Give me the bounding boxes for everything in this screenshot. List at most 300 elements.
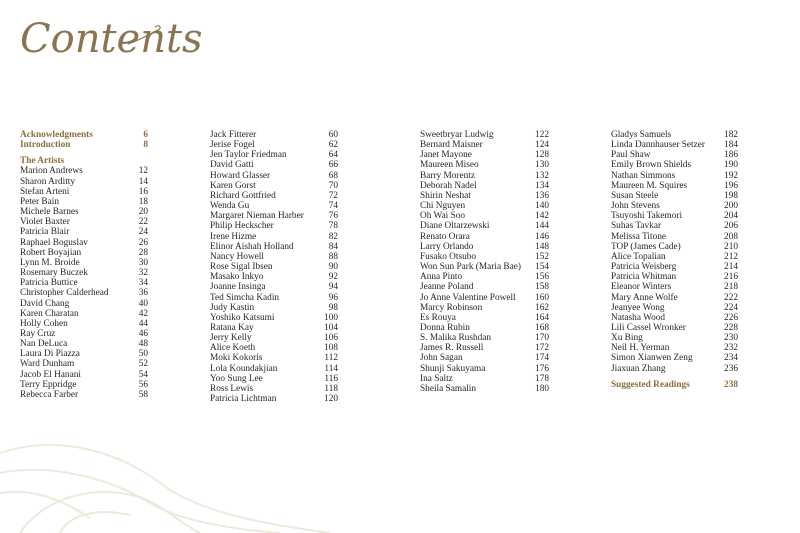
toc-entry[interactable] — [611, 272, 738, 282]
entry-page: 6 — [143, 130, 148, 140]
entry-name: Lili Cassel Wronker — [611, 322, 686, 333]
entry-page: 216 — [724, 272, 738, 283]
entry-page: 78 — [328, 221, 338, 232]
entry-name: Robert Boyajian — [20, 247, 82, 258]
entry-page: 106 — [324, 333, 338, 344]
toc-entry[interactable] — [420, 130, 549, 140]
entry-page: 42 — [138, 308, 148, 319]
toc-entry[interactable] — [210, 262, 338, 272]
entry-name: Lynn M. Broide — [20, 257, 80, 268]
toc-entry[interactable] — [611, 130, 738, 140]
entry-page: 200 — [724, 201, 738, 212]
toc-entry[interactable] — [210, 221, 338, 231]
toc-entry[interactable] — [611, 171, 738, 181]
toc-entry[interactable] — [611, 221, 738, 231]
entry-page: 182 — [724, 130, 738, 140]
contents-column-3 — [420, 130, 549, 394]
entry-page: 224 — [724, 302, 738, 313]
entry-page: 94 — [328, 282, 338, 293]
entry-name: Melissa Titone — [611, 231, 667, 242]
entry-name: Maureen Miseo — [420, 160, 479, 171]
page-title: Contents — [20, 16, 203, 62]
section-heading-the-artists: The Artists — [20, 156, 65, 167]
toc-entry[interactable] — [20, 248, 148, 258]
entry-name: Diane Oltarzewski — [420, 221, 490, 232]
entry-page: 64 — [328, 150, 338, 161]
entry-page: 114 — [324, 363, 338, 374]
entry-name: Philip Heckscher — [210, 221, 274, 232]
entry-page: 174 — [535, 353, 549, 364]
toc-entry[interactable] — [420, 353, 549, 363]
background-flourish-ornament — [0, 393, 340, 533]
entry-name: Karen Charatan — [20, 308, 79, 319]
entry-name: Lola Koundakjian — [210, 363, 278, 374]
entry-name: Simon Xianwen Zeng — [611, 353, 693, 364]
entry-page: 180 — [535, 383, 549, 394]
entry-name: Eleanor Winters — [611, 282, 672, 293]
entry-page: 170 — [535, 333, 549, 344]
entry-page: 234 — [724, 353, 738, 364]
entry-name: Chi Nguyen — [420, 201, 466, 212]
entry-page: 60 — [328, 130, 338, 140]
entry-page: 112 — [324, 353, 338, 364]
entry-page: 56 — [138, 379, 148, 390]
entry-name: Joanne Insinga — [210, 282, 266, 293]
entry-name: Alice Topalian — [611, 251, 666, 262]
entry-name: Neil H. Yerman — [611, 343, 670, 354]
entry-name: Maureen M. Squires — [611, 180, 688, 191]
entry-name: Introduction — [20, 140, 71, 151]
entry-page: 228 — [724, 322, 738, 333]
toc-entry[interactable] — [420, 262, 549, 272]
entry-page: 12 — [138, 166, 148, 177]
entry-name: Nan DeLuca — [20, 339, 68, 350]
entry-page: 144 — [535, 221, 549, 232]
entry-page: 140 — [535, 201, 549, 212]
toc-entry[interactable] — [611, 160, 738, 170]
entry-name: David Gatti — [210, 160, 254, 171]
entry-name: Susan Steele — [611, 190, 659, 201]
toc-entry-suggested-readings[interactable] — [611, 380, 738, 390]
toc-entry[interactable] — [611, 211, 738, 221]
entry-page: 162 — [535, 302, 549, 313]
entry-page: 108 — [324, 343, 338, 354]
entry-name: Patricia Buttice — [20, 278, 78, 289]
entry-page: 186 — [724, 150, 738, 161]
toc-entry[interactable] — [420, 252, 549, 262]
entry-name: Moki Kokoris — [210, 353, 263, 364]
entry-name: John Sagan — [420, 353, 463, 364]
entry-name: Janet Mayone — [420, 150, 472, 161]
entry-name: Stefan Arteni — [20, 186, 70, 197]
entry-page: 100 — [324, 312, 338, 323]
toc-entry[interactable] — [611, 191, 738, 201]
entry-name: Patricia Blair — [20, 227, 70, 238]
title-flourish-ornament — [0, 0, 170, 80]
toc-entry[interactable] — [20, 177, 148, 187]
entry-page: 132 — [535, 170, 549, 181]
entry-name: Won Sun Park (Maria Bae) — [420, 262, 521, 273]
entry-page: 168 — [535, 322, 549, 333]
entry-page: 96 — [328, 292, 338, 303]
entry-page: 212 — [724, 251, 738, 262]
entry-page: 222 — [724, 292, 738, 303]
toc-entry[interactable] — [210, 130, 338, 140]
entry-name: Ray Cruz — [20, 328, 56, 339]
toc-entry[interactable] — [611, 201, 738, 211]
entry-page: 176 — [535, 363, 549, 374]
toc-entry[interactable] — [20, 359, 148, 369]
entry-name: Ted Simcha Kadin — [210, 292, 280, 303]
entry-name: Sweetbryar Ludwig — [420, 130, 494, 140]
toc-entry[interactable] — [20, 349, 148, 359]
entry-name: Jerise Fogel — [210, 140, 255, 151]
entry-name: Es Rouya — [420, 312, 456, 323]
toc-entry[interactable] — [420, 201, 549, 211]
entry-page: 18 — [138, 196, 148, 207]
toc-entry[interactable] — [420, 242, 549, 252]
entry-name: Donna Rubin — [420, 322, 470, 333]
toc-entry[interactable] — [611, 313, 738, 323]
entry-page: 172 — [535, 343, 549, 354]
entry-name: Jacob El Hanani — [20, 369, 81, 380]
entry-name: Larry Orlando — [420, 241, 474, 252]
entry-page: 226 — [724, 312, 738, 323]
toc-entry[interactable] — [20, 238, 148, 248]
entry-page: 120 — [324, 394, 338, 405]
toc-entry[interactable] — [420, 384, 549, 394]
toc-entry[interactable] — [611, 353, 738, 363]
entry-name: Yoshiko Katsumi — [210, 312, 275, 323]
toc-entry[interactable] — [611, 262, 738, 272]
entry-name: Margaret Nieman Harber — [210, 211, 304, 222]
toc-entry[interactable] — [210, 211, 338, 221]
toc-entry[interactable] — [420, 323, 549, 333]
entry-name: Oh Wai Soo — [420, 211, 466, 222]
entry-name: Alice Koeth — [210, 343, 256, 354]
contents-column-1 — [20, 130, 148, 400]
entry-name: Rebecca Farber — [20, 389, 79, 400]
toc-entry[interactable] — [611, 140, 738, 150]
entry-page: 238 — [724, 379, 738, 390]
toc-entry[interactable] — [210, 171, 338, 181]
contents-column-4 — [611, 130, 738, 390]
entry-name: Jo Anne Valentine Powell — [420, 292, 516, 303]
toc-entry[interactable] — [210, 313, 338, 323]
toc-entry[interactable] — [420, 374, 549, 384]
entry-page: 104 — [324, 322, 338, 333]
entry-page: 230 — [724, 333, 738, 344]
toc-entry[interactable] — [611, 364, 738, 374]
toc-entry[interactable] — [420, 333, 549, 343]
entry-page: 208 — [724, 231, 738, 242]
toc-entry[interactable] — [611, 181, 738, 191]
toc-entry[interactable] — [611, 303, 738, 313]
toc-entry[interactable] — [611, 293, 738, 303]
entry-page: 54 — [138, 369, 148, 380]
entry-name: Wenda Gu — [210, 201, 250, 212]
entry-page: 148 — [535, 241, 549, 252]
toc-entry[interactable] — [210, 252, 338, 262]
toc-entry[interactable] — [210, 201, 338, 211]
toc-entry[interactable] — [20, 227, 148, 237]
entry-name: Shirin Neshat — [420, 190, 471, 201]
entry-name: Yoo Sung Lee — [210, 373, 263, 384]
entry-page: 14 — [138, 176, 148, 187]
entry-page: 46 — [138, 328, 148, 339]
entry-name: Shunji Sakuyama — [420, 363, 486, 374]
entry-name: Deborah Nadel — [420, 180, 477, 191]
toc-entry[interactable] — [20, 140, 148, 150]
toc-entry[interactable] — [210, 293, 338, 303]
toc-entry[interactable] — [20, 187, 148, 197]
toc-entry[interactable] — [210, 160, 338, 170]
entry-name: Mary Anne Wolfe — [611, 292, 678, 303]
entry-name: Natasha Wood — [611, 312, 666, 323]
toc-entry[interactable] — [420, 303, 549, 313]
entry-page: 76 — [328, 211, 338, 222]
entry-page: 52 — [138, 359, 148, 370]
toc-entry[interactable] — [611, 333, 738, 343]
entry-name: Raphael Boguslav — [20, 237, 88, 248]
toc-entry[interactable] — [20, 268, 148, 278]
toc-entry[interactable] — [210, 353, 338, 363]
entry-page: 70 — [328, 180, 338, 191]
entry-page: 26 — [138, 237, 148, 248]
toc-entry[interactable] — [210, 242, 338, 252]
toc-entry[interactable] — [420, 150, 549, 160]
entry-name: Howard Glasser — [210, 170, 271, 181]
toc-entry[interactable] — [611, 252, 738, 262]
entry-page: 156 — [535, 272, 549, 283]
toc-entry[interactable] — [420, 221, 549, 231]
entry-page: 92 — [328, 272, 338, 283]
entry-page: 32 — [138, 268, 148, 279]
entry-page: 118 — [324, 383, 338, 394]
entry-page: 36 — [138, 288, 148, 299]
entry-page: 192 — [724, 170, 738, 181]
entry-page: 124 — [535, 140, 549, 151]
entry-name: Suggested Readings — [611, 379, 690, 390]
entry-name: Marion Andrews — [20, 166, 83, 177]
toc-entry[interactable] — [611, 232, 738, 242]
entry-page: 196 — [724, 180, 738, 191]
entry-page: 198 — [724, 190, 738, 201]
toc-entry[interactable] — [210, 191, 338, 201]
toc-entry[interactable] — [420, 293, 549, 303]
entry-page: 24 — [138, 227, 148, 238]
entry-page: 8 — [143, 140, 148, 151]
toc-entry[interactable] — [611, 242, 738, 252]
entry-page: 16 — [138, 186, 148, 197]
entry-page: 206 — [724, 221, 738, 232]
entry-name: Jeanyee Wong — [611, 302, 665, 313]
entry-name: Sheila Samalin — [420, 383, 477, 394]
entry-page: 58 — [138, 389, 148, 400]
entry-page: 232 — [724, 343, 738, 354]
entry-page: 154 — [535, 262, 549, 273]
entry-page: 88 — [328, 251, 338, 262]
toc-entry[interactable] — [210, 333, 338, 343]
entry-page: 134 — [535, 180, 549, 191]
entry-page: 68 — [328, 170, 338, 181]
entry-name: Jeanne Poland — [420, 282, 474, 293]
entry-page: 66 — [328, 160, 338, 171]
entry-name: James R. Russell — [420, 343, 484, 354]
entry-page: 30 — [138, 257, 148, 268]
entry-name: Linda Dannhauser Setzer — [611, 140, 705, 151]
toc-entry[interactable] — [611, 323, 738, 333]
entry-name: Elinor Aishah Holland — [210, 241, 294, 252]
entry-name: Nancy Howell — [210, 251, 264, 262]
toc-entry[interactable] — [420, 211, 549, 221]
toc-entry[interactable] — [20, 278, 148, 288]
toc-entry[interactable] — [420, 232, 549, 242]
toc-entry[interactable] — [210, 181, 338, 191]
entry-name: Suhas Tavkar — [611, 221, 662, 232]
toc-entry[interactable] — [20, 258, 148, 268]
toc-entry[interactable] — [210, 232, 338, 242]
toc-entry[interactable] — [20, 309, 148, 319]
toc-entry[interactable] — [20, 319, 148, 329]
entry-name: Xu Bing — [611, 333, 643, 344]
entry-page: 164 — [535, 312, 549, 323]
entry-page: 178 — [535, 373, 549, 384]
toc-entry[interactable] — [420, 181, 549, 191]
entry-name: Terry Eppridge — [20, 379, 77, 390]
entry-name: Ross Lewis — [210, 383, 254, 394]
toc-entry[interactable] — [611, 343, 738, 353]
toc-entry[interactable] — [20, 197, 148, 207]
entry-name: Marcy Robinson — [420, 302, 483, 313]
entry-name: Ratana Kay — [210, 322, 254, 333]
entry-name: Ward Dunham — [20, 359, 75, 370]
entry-page: 116 — [324, 373, 338, 384]
toc-entry[interactable] — [420, 313, 549, 323]
entry-name: Christopher Calderhead — [20, 288, 109, 299]
entry-name: Karen Gorst — [210, 180, 256, 191]
entry-page: 40 — [138, 298, 148, 309]
entry-page: 236 — [724, 363, 738, 374]
toc-entry[interactable] — [210, 272, 338, 282]
entry-page: 28 — [138, 247, 148, 258]
entry-name: Tsuyoshi Takemori — [611, 211, 683, 222]
entry-name: S. Malika Rushdan — [420, 333, 492, 344]
entry-name: Jiaxuan Zhang — [611, 363, 666, 374]
toc-entry[interactable] — [420, 191, 549, 201]
entry-name: Jerry Kelly — [210, 333, 252, 344]
toc-entry[interactable] — [20, 130, 148, 140]
entry-name: Patricia Lichtman — [210, 394, 277, 405]
entry-name: Renato Orara — [420, 231, 470, 242]
toc-entry[interactable] — [420, 364, 549, 374]
entry-page: 160 — [535, 292, 549, 303]
entry-name: Richard Gottfried — [210, 190, 276, 201]
entry-page: 122 — [535, 130, 549, 140]
entry-page: 82 — [328, 231, 338, 242]
entry-page: 146 — [535, 231, 549, 242]
entry-name: Holly Cohen — [20, 318, 68, 329]
entry-name: Paul Shaw — [611, 150, 651, 161]
entry-page: 62 — [328, 140, 338, 151]
entry-page: 190 — [724, 160, 738, 171]
toc-entry[interactable] — [611, 150, 738, 160]
toc-entry[interactable] — [210, 364, 338, 374]
toc-entry[interactable] — [420, 343, 549, 353]
entry-name: John Stevens — [611, 201, 660, 212]
toc-entry[interactable] — [20, 390, 148, 400]
entry-name: Michele Barnes — [20, 207, 79, 218]
entry-page: 20 — [138, 207, 148, 218]
entry-page: 142 — [535, 211, 549, 222]
entry-name: Sharon Arditty — [20, 176, 76, 187]
toc-entry[interactable] — [20, 339, 148, 349]
entry-page: 214 — [724, 262, 738, 273]
entry-name: Anna Pinto — [420, 272, 463, 283]
entry-name: Jen Taylor Friedman — [210, 150, 287, 161]
entry-page: 210 — [724, 241, 738, 252]
toc-entry[interactable] — [20, 380, 148, 390]
entry-page: 98 — [328, 302, 338, 313]
toc-entry[interactable] — [210, 303, 338, 313]
toc-entry[interactable] — [210, 140, 338, 150]
entry-page: 84 — [328, 241, 338, 252]
toc-entry[interactable] — [420, 171, 549, 181]
toc-entry[interactable] — [210, 384, 338, 394]
toc-entry[interactable] — [210, 374, 338, 384]
toc-entry[interactable] — [420, 160, 549, 170]
toc-entry[interactable] — [210, 343, 338, 353]
toc-entry[interactable] — [420, 272, 549, 282]
entry-page: 44 — [138, 318, 148, 329]
toc-entry[interactable] — [20, 329, 148, 339]
entry-name: Irene Hizme — [210, 231, 257, 242]
entry-page: 48 — [138, 339, 148, 350]
entry-page: 74 — [328, 201, 338, 212]
toc-entry[interactable] — [20, 370, 148, 380]
toc-entry[interactable] — [210, 323, 338, 333]
entry-page: 152 — [535, 251, 549, 262]
entry-name: Fusako Otsubo — [420, 251, 477, 262]
toc-entry[interactable] — [210, 282, 338, 292]
entry-name: Ina Saltz — [420, 373, 453, 384]
toc-entry[interactable] — [20, 207, 148, 217]
entry-name: David Chang — [20, 298, 70, 309]
toc-entry[interactable] — [210, 150, 338, 160]
entry-page: 136 — [535, 190, 549, 201]
toc-entry[interactable] — [420, 140, 549, 150]
toc-entry[interactable] — [20, 288, 148, 298]
entry-name: Peter Bain — [20, 196, 59, 207]
entry-name: Rosemary Buczek — [20, 268, 88, 279]
entry-page: 218 — [724, 282, 738, 293]
toc-entry[interactable] — [20, 166, 148, 176]
toc-entry[interactable] — [420, 282, 549, 292]
entry-name: Patricia Whitman — [611, 272, 677, 283]
entry-name: Gladys Samuels — [611, 130, 672, 140]
toc-entry[interactable] — [611, 282, 738, 292]
entry-name: Judy Kastin — [210, 302, 255, 313]
entry-name: Rose Sigal Ibsen — [210, 262, 273, 273]
entry-name: Emily Brown Shields — [611, 160, 692, 171]
toc-entry[interactable] — [20, 217, 148, 227]
entry-name: Barry Morentz — [420, 170, 475, 181]
toc-entry[interactable] — [20, 299, 148, 309]
contents-column-2 — [210, 130, 338, 404]
entry-page: 158 — [535, 282, 549, 293]
toc-entry[interactable] — [210, 394, 338, 404]
entry-name: TOP (James Cade) — [611, 241, 681, 252]
